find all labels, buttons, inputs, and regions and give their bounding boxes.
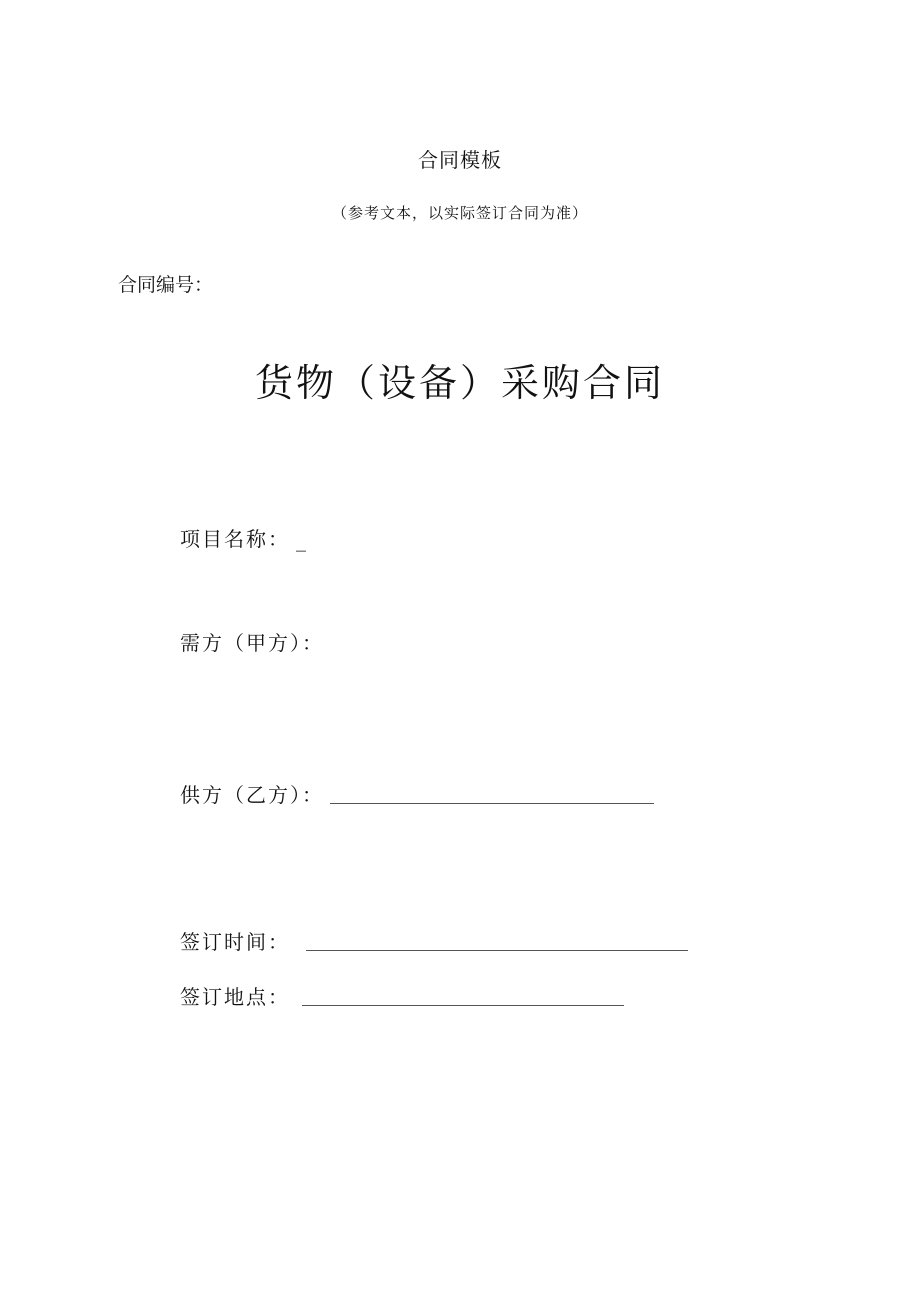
template-header-note: （参考文本，以实际签订合同为准） xyxy=(331,204,588,222)
seller-label: 供方（乙方）： xyxy=(180,783,324,807)
project-name-value: _ xyxy=(296,528,308,552)
seller-field xyxy=(180,779,654,808)
project-name-field xyxy=(180,523,308,552)
sign-place-label: 签订地点： xyxy=(180,985,290,1009)
seller-blank-line xyxy=(330,802,654,804)
contract-main-title: 货物（设备）采购合同 xyxy=(254,361,665,405)
project-name-label: 项目名称： xyxy=(180,527,290,551)
sign-date-label: 签订时间： xyxy=(180,930,290,954)
sign-place-blank-line xyxy=(302,1004,624,1006)
sign-date-field xyxy=(180,926,688,955)
sign-place-field xyxy=(180,981,624,1010)
buyer-label: 需方（甲方）： xyxy=(180,631,324,655)
sign-date-blank-line xyxy=(306,949,688,951)
contract-number-label: 合同编号： xyxy=(118,274,214,296)
buyer-field xyxy=(180,627,324,656)
template-header-title: 合同模板 xyxy=(418,148,502,172)
